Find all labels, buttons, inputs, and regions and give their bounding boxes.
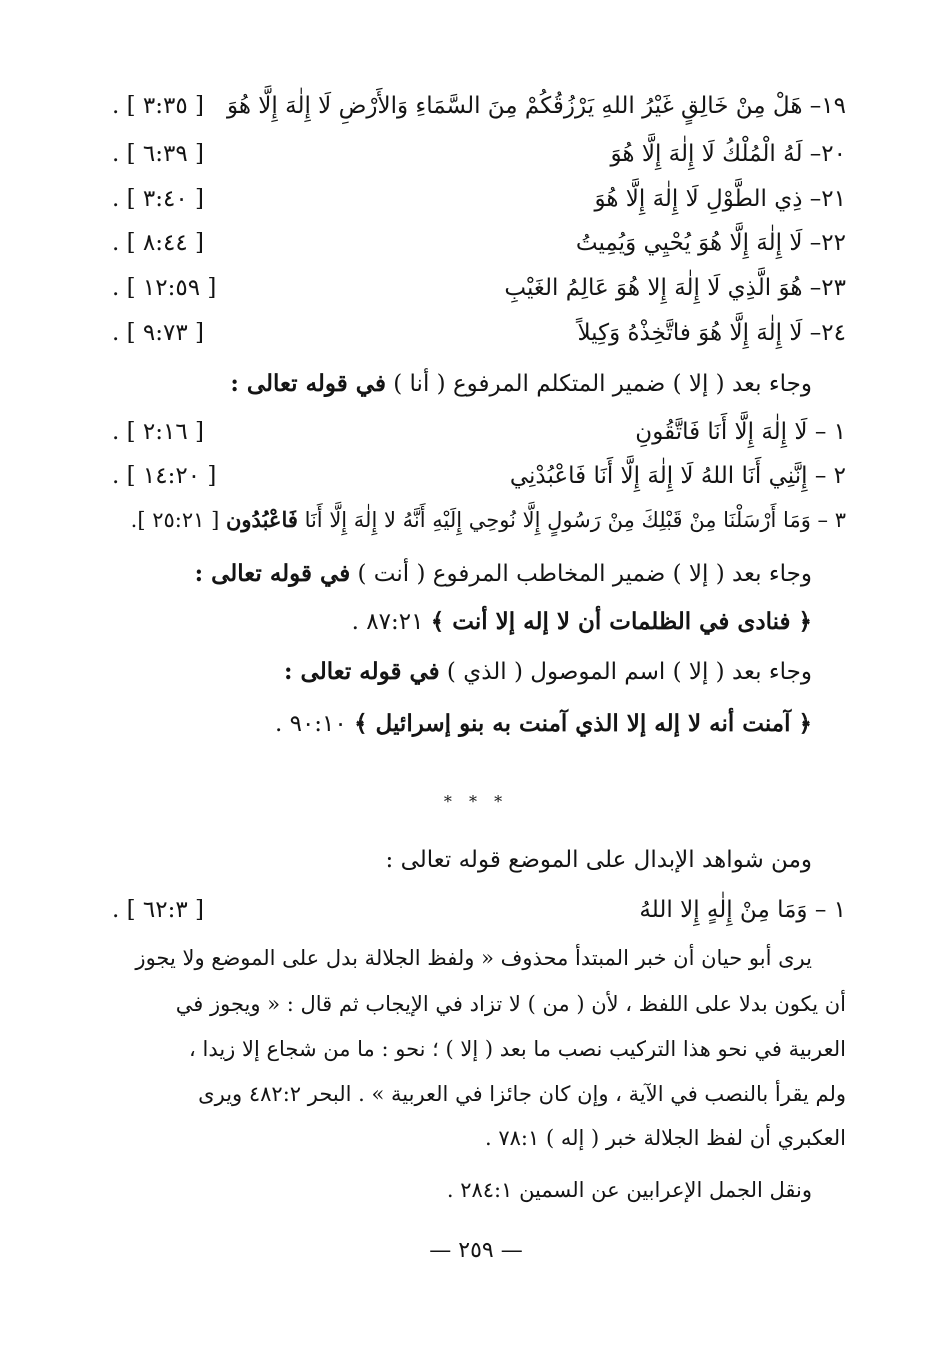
verse-reference: [ ٢٥:٢١ ]. xyxy=(130,508,220,532)
intro-text: وجاء بعد ( إلا ) ضمير المتكلم المرفوع ( أنا ) xyxy=(385,371,812,397)
list-item xyxy=(635,414,846,450)
list-item xyxy=(611,136,846,172)
intro-text: وجاء بعد ( إلا ) ضمير المخاطب المرفوع ( أنت ) xyxy=(350,561,812,587)
verse-text: لَا إِلٰهَ إِلَّا هُوَ فاتَّخِذْهُ وَكِيلاً xyxy=(577,320,803,346)
item-number: ١ – xyxy=(814,897,846,923)
item-number: ٢ – xyxy=(814,463,846,489)
item-number: ٢١– xyxy=(809,186,846,212)
verse-text: لَا إِلٰهَ إِلَّا هُوَ يُحْيِي وَيُمِيتُ xyxy=(575,230,803,256)
section-intro xyxy=(195,556,812,592)
verse-text: هُوَ الَّذِي لَا إِلٰهَ إِلا هُوَ عَالِمُ الغَيْبِ xyxy=(504,275,803,301)
section-intro xyxy=(230,366,812,402)
verse-reference: [ ٣:٤٠ ] . xyxy=(112,186,205,212)
intro-bold: في قوله تعالى : xyxy=(284,658,440,685)
item-number: ٢٠– xyxy=(809,141,846,167)
final-note: ونقل الجمل الإعرابين عن السمين ٢٨٤:١ . xyxy=(446,1178,812,1202)
verse-text: وَمَا أَرْسَلْنَا مِنْ قَبْلِكَ مِنْ رَسُولٍ إِلَّا نُوحِي إِلَيْهِ أَنَّهُ لا إِلٰهَ إِلَّا أَنَا xyxy=(304,508,811,532)
verse-text: إِنَّنِي أَنَا اللهُ لَا إِلٰهَ إِلَّا أَنَا فَاعْبُدْنِي xyxy=(509,463,808,489)
list-item xyxy=(639,892,846,928)
list-item xyxy=(594,181,846,217)
item-number: ١٩– xyxy=(809,93,846,119)
verse-text: ﴿ فنادى في الظلمات أن لا إله إلا أنت ﴾ xyxy=(430,608,812,635)
verse-reference: [ ٦:٣٩ ] . xyxy=(112,141,205,167)
commentary-line: أن يكون بدلا على اللفظ ، لأن ( من ) لا تزاد في الإيجاب ثم قال : « ويجوز في xyxy=(175,992,846,1016)
verse-reference: ٩٠:١٠ . xyxy=(274,711,347,737)
section-intro: ومن شواهد الإبدال على الموضع قوله تعالى : xyxy=(385,847,812,873)
verse-quote xyxy=(275,706,812,742)
item-number: ٣ – xyxy=(817,508,846,532)
list-item xyxy=(504,270,846,306)
section-intro xyxy=(284,654,812,690)
verse-text: وَمَا مِنْ إِلٰهٍ إِلا اللهُ xyxy=(639,897,808,923)
list-item xyxy=(510,458,846,494)
item-number: ٢٣– xyxy=(809,275,846,301)
verse-reference: [ ٦٢:٣ ] . xyxy=(112,897,205,923)
list-item xyxy=(577,315,846,351)
intro-text: وجاء بعد ( إلا ) اسم الموصول ( الذي ) xyxy=(439,659,812,685)
page-number: — ٢٥٩ — xyxy=(429,1238,523,1263)
item-number: ٢٤– xyxy=(809,320,846,346)
verse-text: هَلْ مِنْ خَالِقٍ غَيْرُ اللهِ يَرْزُقُكُمْ مِنَ السَّمَاءِ وَالأَرْضِ لَا إِلٰهَ إِلَّا هُوَ xyxy=(226,93,803,119)
verse-text-bold: فَاعْبُدُون xyxy=(225,507,298,532)
list-item xyxy=(131,502,846,538)
verse-quote xyxy=(352,604,812,640)
verse-reference: [ ١٤:٢٠ ] . xyxy=(112,463,217,489)
commentary-line: ولم يقرأ بالنصب في الآية ، وإن كان جائزا في العربية » . البحر ٤٨٢:٢ ويرى xyxy=(198,1082,846,1106)
commentary-line: العربية في نحو هذا التركيب نصب ما بعد ( إلا ) ؛ نحو : ما من شجاع إلا زيدا ، xyxy=(189,1037,846,1061)
verse-reference: [ ٣:٣٥ ] . xyxy=(112,93,205,119)
intro-bold: في قوله تعالى : xyxy=(230,370,386,397)
list-item xyxy=(227,88,846,124)
verse-reference: [ ١٢:٥٩ ] . xyxy=(112,275,217,301)
verse-reference: [ ٩:٧٣ ] . xyxy=(112,320,205,346)
verse-reference: [ ٨:٤٤ ] . xyxy=(112,230,205,256)
commentary-line: العكبري أن لفظ الجلالة خبر ( إله ) ٧٨:١ . xyxy=(485,1126,846,1150)
verse-text: لَا إِلٰهَ إِلَّا أَنَا فَاتَّقُونِ xyxy=(635,419,808,445)
verse-text: ذِي الطَّوْلِ لَا إِلٰهَ إِلَّا هُوَ xyxy=(594,186,803,212)
section-separator: * * * xyxy=(443,792,509,811)
commentary-line: يرى أبو حيان أن خبر المبتدأ محذوف « ولفظ الجلالة بدل على الموضع ولا يجوز xyxy=(135,946,812,970)
item-number: ١ – xyxy=(814,419,846,445)
verse-reference: ٨٧:٢١ . xyxy=(351,609,424,635)
verse-text: لَهُ الْمُلْكُ لَا إِلٰهَ إِلَّا هُوَ xyxy=(610,141,803,167)
intro-bold: في قوله تعالى : xyxy=(194,560,351,587)
verse-reference: [ ٢:١٦ ] . xyxy=(112,419,205,445)
list-item xyxy=(576,225,846,261)
item-number: ٢٢– xyxy=(809,230,846,256)
verse-text: ﴿ آمنت أنه لا إله إلا الذي آمنت به بنو إسرائيل ﴾ xyxy=(354,710,812,737)
